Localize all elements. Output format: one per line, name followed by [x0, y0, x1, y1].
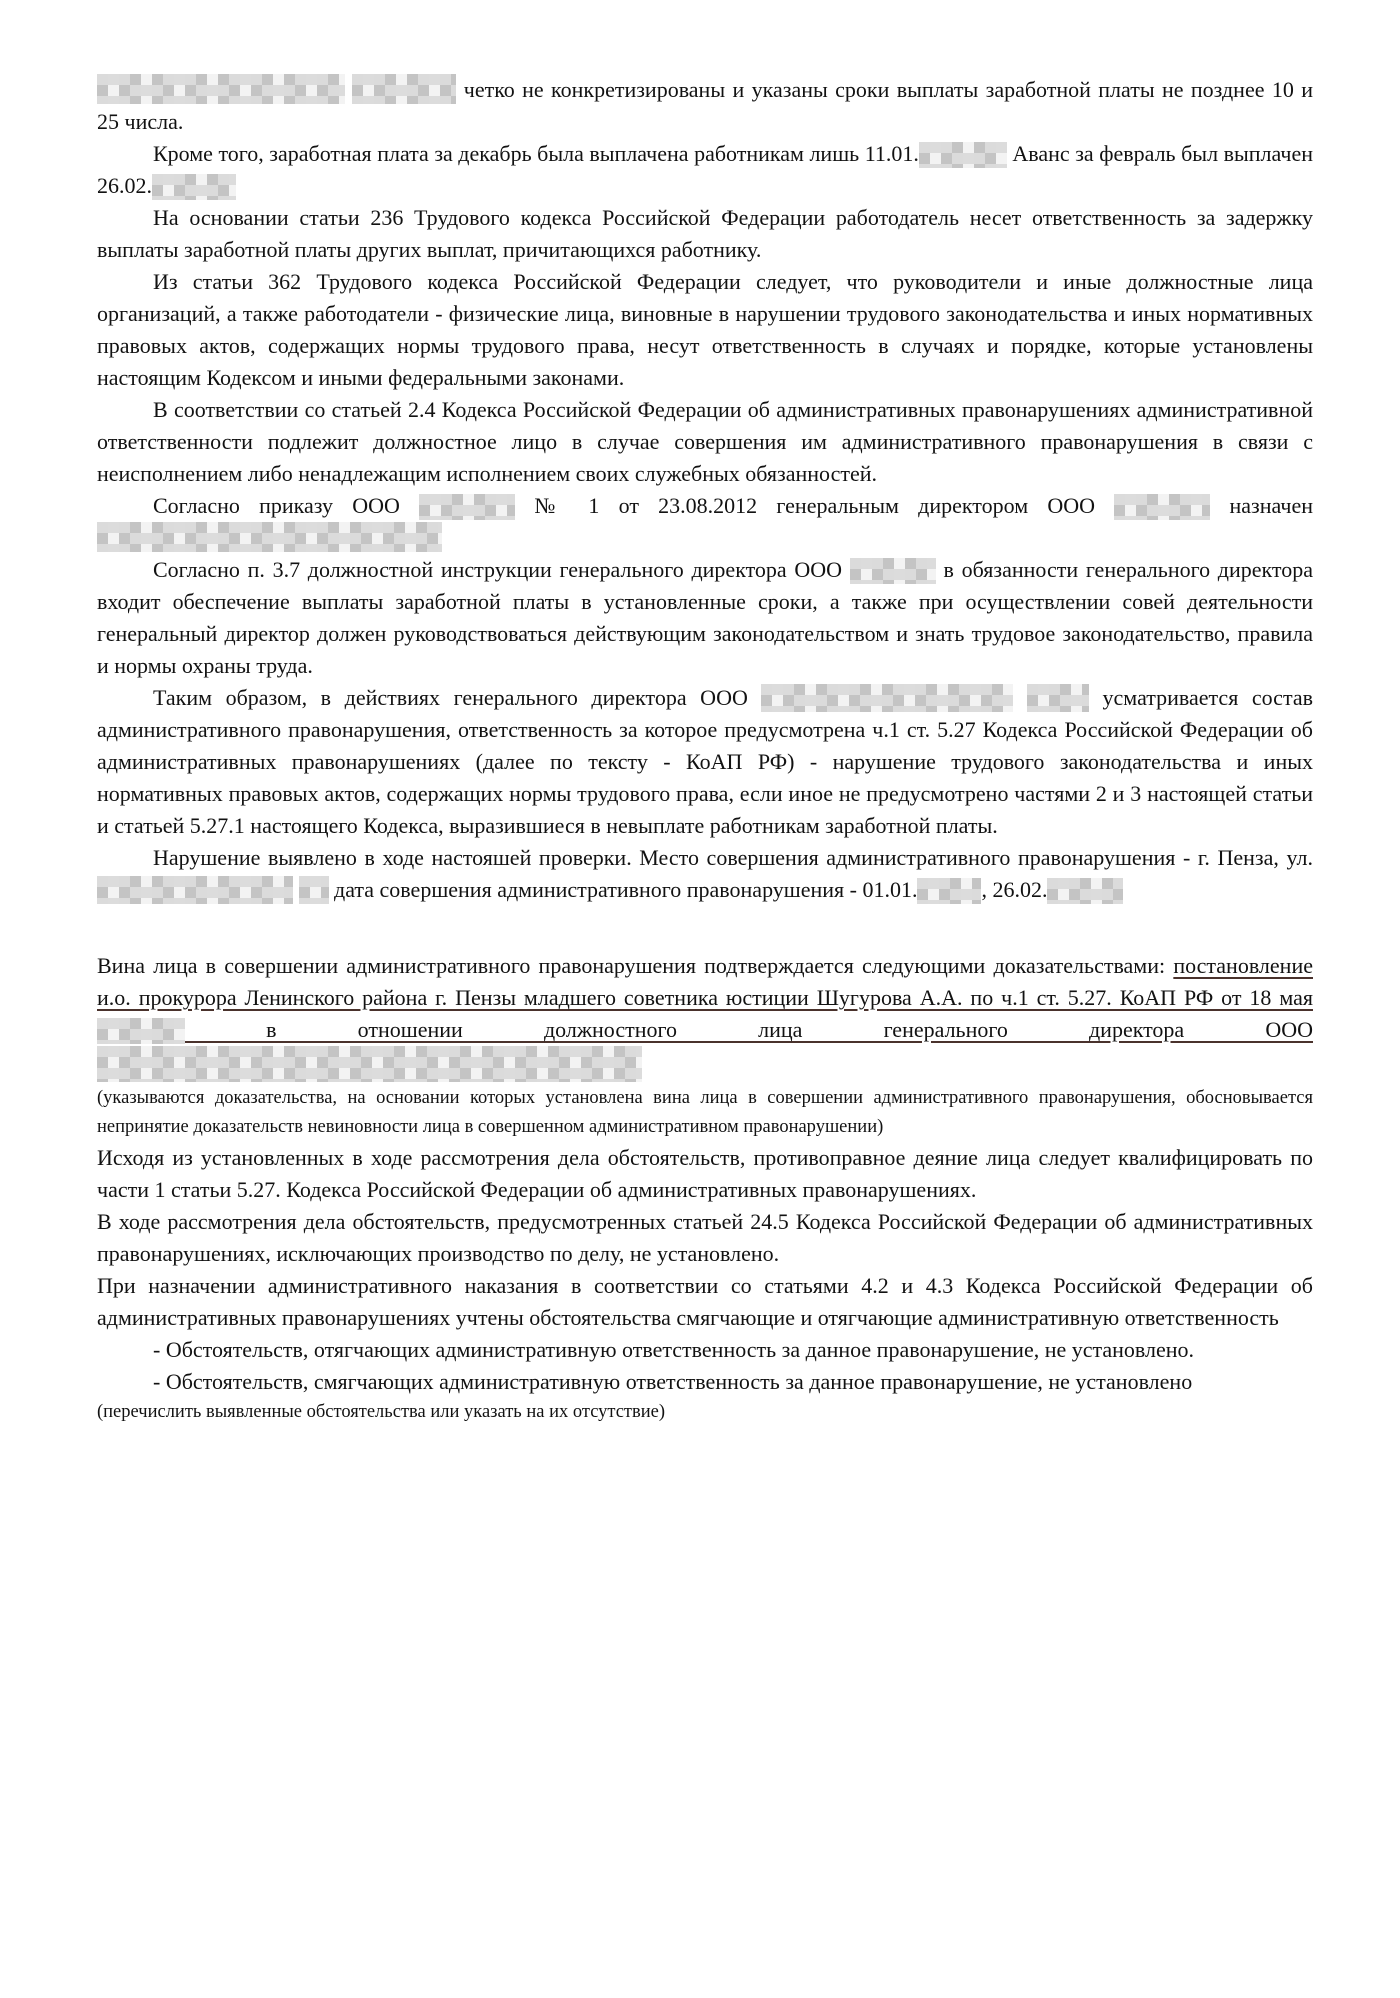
text-run: - Обстоятельств, смягчающих административную ответственность за данное правонарушение, не установлено [153, 1369, 1193, 1394]
text-run: В соответствии со статьей 2.4 Кодекса Российской Федерации об административных правонарушениях административной ответственности подлежит должностное лицо в случае совершения им административного правонарушения в связи с неисполнением либо ненадлежащим исполнением своих служебных обязанностей. [97, 397, 1313, 486]
redacted-region [152, 174, 236, 200]
paragraph [97, 74, 1313, 138]
redacted-region [299, 876, 329, 904]
redacted-region [850, 558, 936, 584]
document-body [97, 74, 1313, 1427]
text-run: Согласно приказу ООО [153, 493, 420, 518]
text-run: Кроме того, заработная плата за декабрь была выплачена работникам лишь 11.01. [153, 141, 919, 166]
text-run: в отношении должностного лица генерального директора ООО [185, 1017, 1313, 1042]
paragraph [97, 1270, 1313, 1334]
text-run: Согласно п. 3.7 должностной инструкции генерального директора ООО [153, 557, 850, 582]
text-run: четко не конкретизированы и указаны сроки выплаты заработной платы не позднее 10 и 25 числа. [97, 77, 1313, 134]
paragraph [97, 950, 1313, 1084]
text-run: - Обстоятельств, отягчающих административную ответственность за данное правонарушение, не установлено. [153, 1337, 1195, 1362]
text-run: Из статьи 362 Трудового кодекса Российской Федерации следует, что руководители и иные должностные лица организаций, а также работодатели - физические лица, виновные в нарушении трудового законодательства и иных нормативных правовых актов, содержащих нормы трудового права, несут ответственность в случаях и порядке, которые установлены настоящим Кодексом и иными федеральными законами. [97, 269, 1313, 390]
paragraph [97, 394, 1313, 490]
text-run: постановление и.о. прокурора Ленинского района г. Пензы младшего советника юстиции Шугурова А.А. по ч.1 ст. 5.27. КоАП РФ от 18 мая [97, 953, 1313, 1010]
text-run: На основании статьи 236 Трудового кодекса Российской Федерации работодатель несет ответственность за задержку выплаты заработной платы других выплат, причитающихся работнику. [97, 205, 1313, 262]
paragraph [97, 202, 1313, 266]
text-run: в обязанности генерального директора входит обеспечение выплаты заработной платы в установленные сроки, а также при осуществлении совей деятельности генеральный директор должен руководствоваться действующим законодательством и знать трудовое законодательство, правила и нормы охраны труда. [97, 557, 1314, 678]
paragraph [97, 1084, 1313, 1142]
redacted-region [97, 74, 345, 104]
text-run: (перечислить выявленные обстоятельства или указать на их отсутствие) [97, 1402, 666, 1422]
paragraph [97, 682, 1313, 842]
text-run: В ходе рассмотрения дела обстоятельств, предусмотренных статьей 24.5 Кодекса Российской Федерации об административных правонарушениях, исключающих производство по делу, не установлено. [97, 1209, 1313, 1266]
paragraph [97, 1206, 1313, 1270]
redacted-region [1047, 878, 1123, 904]
text-run: При назначении административного наказания в соответствии со статьями 4.2 и 4.3 Кодекса Российской Федерации об административных правонарушениях учтены обстоятельства смягчающие и отягчающие административную ответственность [97, 1273, 1313, 1330]
redacted-region [761, 684, 1013, 712]
text-run: , 26.02. [981, 877, 1048, 902]
redacted-region [97, 1018, 185, 1044]
redacted-region [352, 74, 456, 104]
text-run: дата совершения административного правонарушения - 01.01. [328, 877, 918, 902]
text-run: Аванс за февраль был выплачен 26.02. [97, 141, 1313, 198]
redacted-region [419, 494, 515, 520]
text-run: № 1 от 23.08.2012 генеральным директором ООО [515, 493, 1115, 518]
text-run: (указываются доказательства, на основании которых установлена вина лица в совершении административного правонарушения, обосновывается непринятие доказательств невиновности лица в совершенном административном правонарушении) [97, 1088, 1313, 1137]
paragraph [97, 554, 1313, 682]
text-run: Таким образом, в действиях генерального директора ООО [153, 685, 762, 710]
paragraph [97, 490, 1313, 554]
redacted-region [97, 1046, 642, 1082]
text-run: назначен [1210, 493, 1313, 518]
redacted-region [919, 142, 1007, 168]
redacted-region [917, 878, 981, 904]
paragraph [97, 138, 1313, 202]
paragraph [97, 1142, 1313, 1206]
redacted-region [97, 876, 293, 904]
paragraph [97, 1334, 1313, 1366]
text-run [1013, 685, 1027, 710]
text-run: Вина лица в совершении административного правонарушения подтверждается следующими доказательствами: [97, 953, 1174, 978]
text-run [345, 77, 352, 102]
text-run: Исходя из установленных в ходе рассмотрения дела обстоятельств, противоправное деяние лица следует квалифицировать по части 1 статьи 5.27. Кодекса Российской Федерации об административных правонарушениях. [97, 1145, 1313, 1202]
paragraph [97, 1366, 1313, 1398]
redacted-region [1027, 684, 1089, 712]
text-run: усматривается состав административного правонарушения, ответственность за которое предусмотрена ч.1 ст. 5.27 Кодекса Российской Федерации об административных правонарушениях (далее по тексту - КоАП РФ) - нарушение трудового законодательства и иных нормативных правовых актов, содержащих нормы трудового права, если иное не предусмотрено частями 2 и 3 настоящей статьи и статьей 5.27.1 настоящего Кодекса, выразившиеся в невыплате работникам заработной платы. [97, 685, 1313, 838]
text-run: Нарушение выявлено в ходе настояшей проверки. Место совершения административного правонарушения - г. Пенза, ул. [153, 845, 1313, 870]
redacted-region [97, 522, 442, 552]
redacted-region [1114, 494, 1210, 520]
paragraph [97, 266, 1313, 394]
paragraph [97, 1398, 1313, 1427]
paragraph [97, 842, 1313, 906]
